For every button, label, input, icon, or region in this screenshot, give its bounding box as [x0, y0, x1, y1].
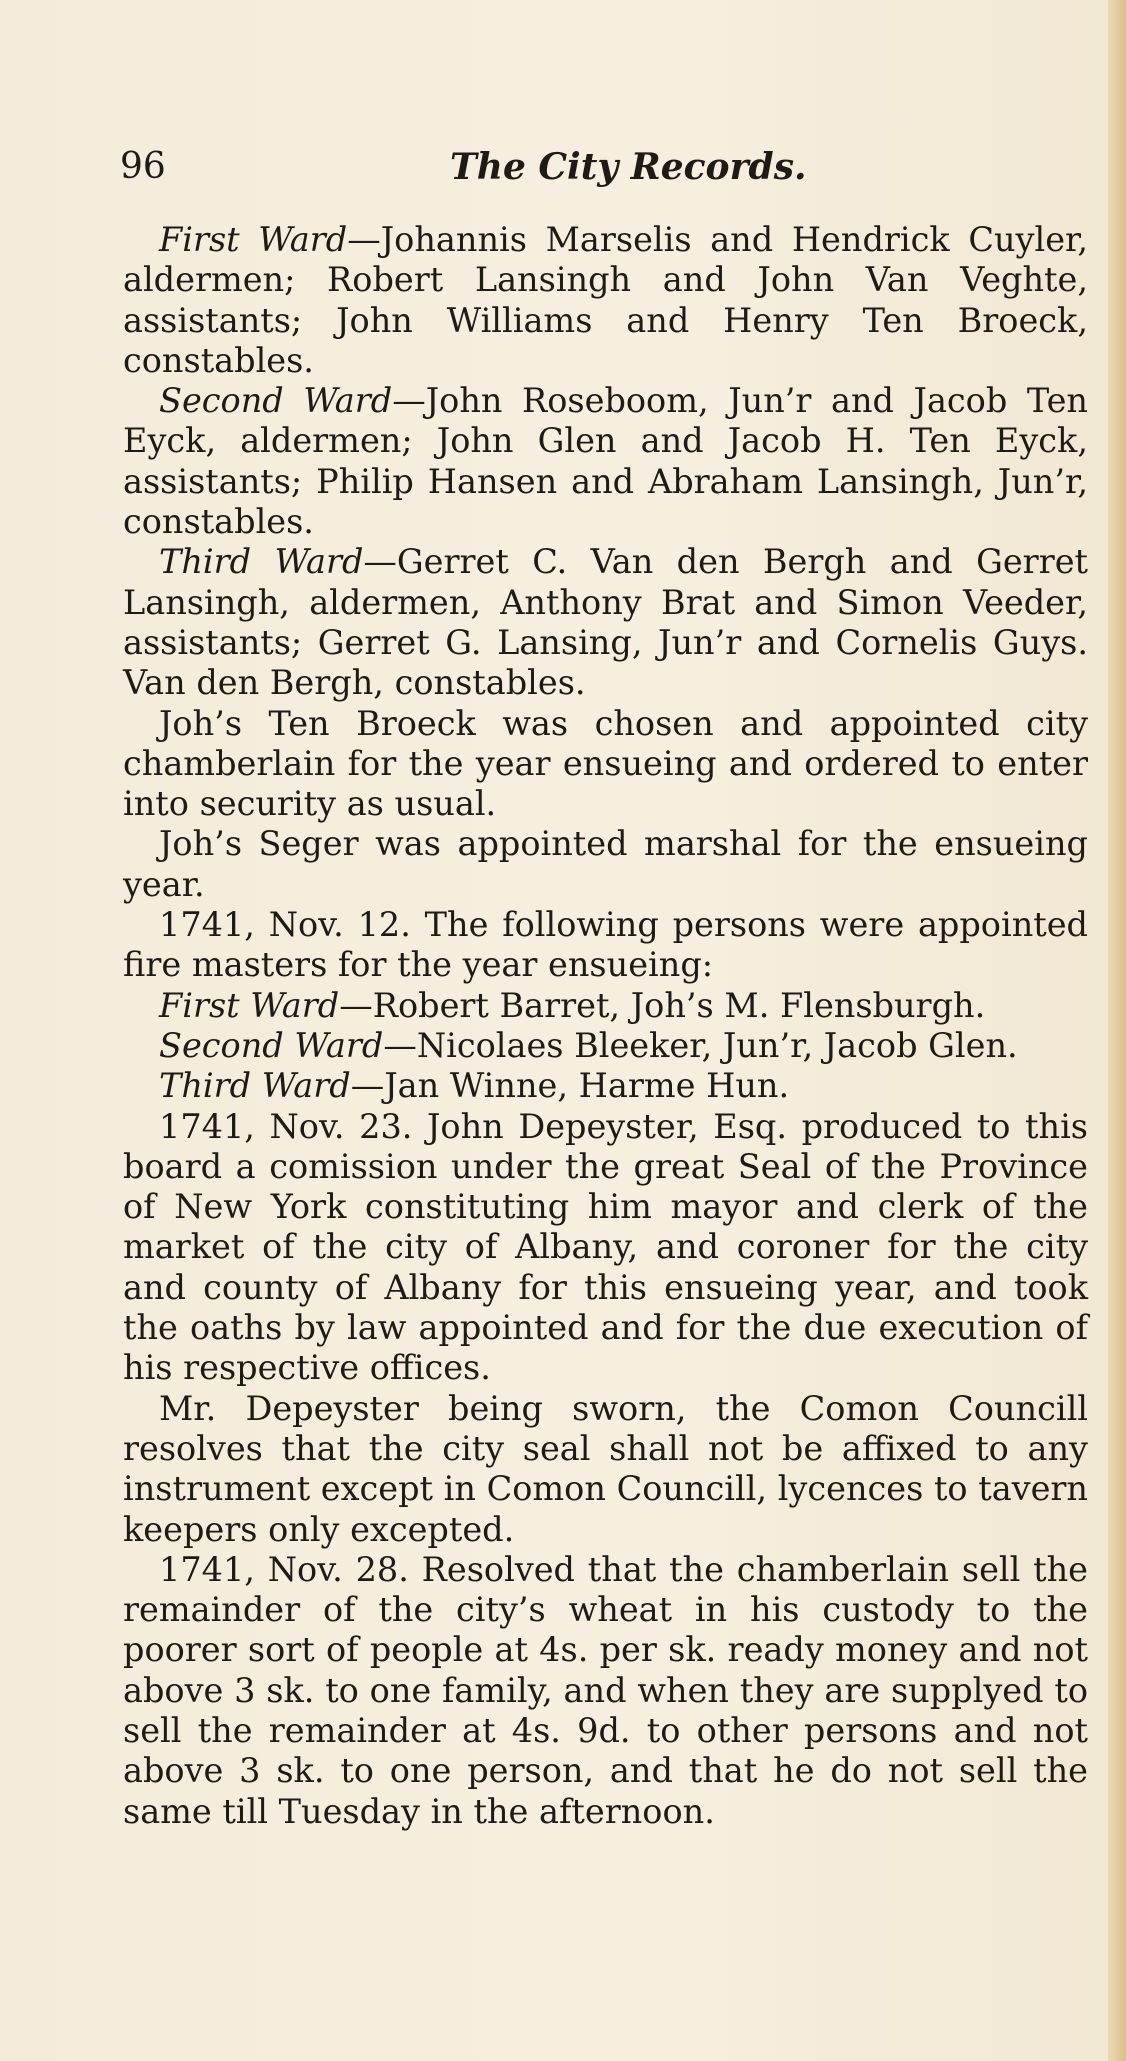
- paragraph-text: 1741, Nov. 12. The following persons were appointed fire masters for the year ensueing:: [123, 905, 1088, 985]
- page-body: [123, 220, 1088, 1832]
- ward-label: Third Ward: [159, 542, 364, 582]
- paragraph-text: —John Roseboom, Jun’r and Jacob Ten Eyck, aldermen; John Glen and Jacob H. Ten Eyck, assistants; Philip Hansen and Abraham Lansingh, Jun’r, constables.: [123, 381, 1088, 542]
- paragraph-text: —Robert Barret, Joh’s M. Flensburgh.: [339, 985, 986, 1025]
- paragraph-mayor-commission: [123, 1107, 1088, 1389]
- paragraph-text: —Jan Winne, Harme Hun.: [350, 1066, 790, 1106]
- paragraph-text: —Gerret C. Van den Bergh and Gerret Lansingh, aldermen, Anthony Brat and Simon Veeder, assistants; Gerret G. Lansing, Jun’r and Cornelis Guys. Van den Bergh, constables.: [123, 542, 1088, 703]
- paragraph-text: Mr. Depeyster being sworn, the Comon Councill resolves that the city seal shall not be affixed to any instrument except in Comon Councill, lycences to tavern keepers only excepted.: [123, 1388, 1089, 1549]
- ward-label: First Ward: [159, 220, 348, 259]
- ward-label: Third Ward: [159, 1066, 351, 1106]
- paragraph-wheat-sale: [123, 1550, 1088, 1832]
- paragraph-chamberlain: [123, 704, 1088, 825]
- paragraph-city-seal: [123, 1389, 1088, 1550]
- paragraph-text: 1741, Nov. 28. Resolved that the chamberlain sell the remainder of the city’s wheat in his custody to the poorer sort of people at 4s. per sk. ready money and not above 3 sk. to one family, and when they are supplyed to sell the remainder at 4s. 9d. to other persons and not above 3 sk. to one person, and that he do not sell the same till Tuesday in the afternoon.: [123, 1549, 1088, 1831]
- ward-label: First Ward: [159, 985, 340, 1025]
- paragraph-second-ward-officers: [123, 381, 1088, 542]
- paragraph-fire-masters: [123, 905, 1088, 986]
- paragraph-text: Joh’s Ten Broeck was chosen and appointed city chamberlain for the year ensueing and ordered to enter into security as usual.: [123, 703, 1088, 824]
- ward-label: Second Ward: [159, 381, 393, 421]
- paragraph-text: Joh’s Seger was appointed marshal for the ensueing year.: [123, 824, 1088, 904]
- line-first-ward-fire-masters: [123, 986, 1088, 1026]
- line-second-ward-fire-masters: [123, 1026, 1088, 1066]
- paragraph-text: —Johannis Marselis and Hendrick Cuyler, aldermen; Robert Lansingh and John Van Veghte, assistants; John Williams and Henry Ten Broeck, constables.: [123, 220, 1089, 380]
- ward-label: Second Ward: [159, 1025, 384, 1065]
- page-header: [120, 146, 1090, 196]
- paragraph-text: —Nicolaes Bleeker, Jun’r, Jacob Glen.: [383, 1025, 1018, 1065]
- paragraph-text: 1741, Nov. 23. John Depeyster, Esq. produced to this board a comission under the great Seal of the Province of New York constituting him mayor and clerk of the market of the city of Albany, and coroner for the city and county of Albany for this ensueing year, and took the oaths by law appointed and for the due execution of his respective offices.: [123, 1106, 1088, 1388]
- line-third-ward-fire-masters: [123, 1066, 1088, 1106]
- running-title: The City Records.: [450, 146, 807, 188]
- paragraph-third-ward-officers: [123, 542, 1088, 703]
- page-edge: [1108, 0, 1126, 2061]
- page-number: 96: [120, 146, 166, 187]
- paragraph-first-ward-officers: [123, 220, 1088, 381]
- paragraph-marshal: [123, 824, 1088, 905]
